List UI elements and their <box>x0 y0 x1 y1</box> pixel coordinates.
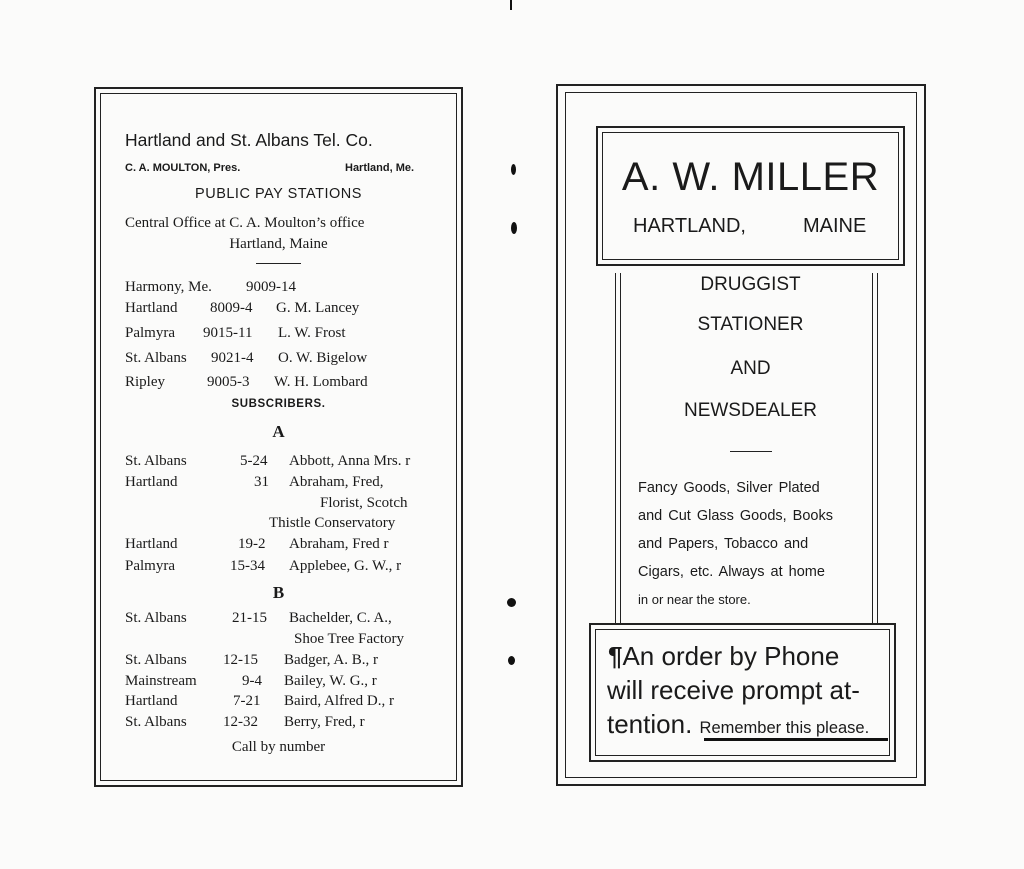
station-number: 9015-11 <box>203 325 253 341</box>
description-line: in or near the store. <box>638 592 751 607</box>
station-place: Ripley <box>125 374 165 390</box>
subscriber-number: 5-24 <box>240 453 268 469</box>
subscriber-name: Badger, A. B., r <box>284 652 378 668</box>
station-place: Palmyra <box>125 325 175 341</box>
subscriber-number: 9-4 <box>242 673 262 689</box>
subscriber-town: Mainstream <box>125 673 197 689</box>
name-box-inner <box>602 132 899 260</box>
phone-notice-text1: An order by Phone <box>622 641 840 671</box>
name-box <box>596 126 905 266</box>
station-agent: L. W. Frost <box>278 325 346 341</box>
subscriber-number: 15-34 <box>230 558 265 574</box>
station-number: 8009-4 <box>210 300 253 316</box>
binding-mark <box>511 222 517 234</box>
station-place: Hartland <box>125 300 178 316</box>
subscriber-name: Abbott, Anna Mrs. r <box>289 453 411 469</box>
occupation-stationer: STATIONER <box>697 314 804 335</box>
section-letter-b: B <box>272 583 285 602</box>
central-office-line2: Hartland, Maine <box>229 236 328 252</box>
subscriber-name: Applebee, G. W., r <box>289 558 402 574</box>
pilcrow-icon: ¶ <box>608 641 623 671</box>
state-name: MAINE <box>803 215 867 237</box>
subscriber-number: 12-32 <box>223 714 258 730</box>
company-title: Hartland and St. Albans Tel. Co. <box>125 130 373 150</box>
phone-notice-line1 <box>608 641 839 672</box>
station-number: 9009-14 <box>246 279 296 295</box>
subscriber-town: St. Albans <box>125 714 187 730</box>
subscriber-name: Abraham, Fred, <box>289 474 384 490</box>
proprietor-name: A. W. MILLER <box>621 155 880 199</box>
subscriber-town: St. Albans <box>125 453 187 469</box>
central-office-line1: Central Office at C. A. Moulton’s office <box>125 215 365 231</box>
call-by-number: Call by number <box>231 739 326 755</box>
subscriber-name: Bailey, W. G., r <box>284 673 377 689</box>
station-number: 9005-3 <box>207 374 250 390</box>
subscriber-number: 19-2 <box>238 536 266 552</box>
phone-notice-line3 <box>607 709 869 740</box>
binding-mark <box>507 598 516 607</box>
description-line: Cigars, etc. Always at home <box>638 564 825 580</box>
subscriber-name-cont: Shoe Tree Factory <box>294 631 404 647</box>
subscriber-town: St. Albans <box>125 652 187 668</box>
subscriber-name-cont: Thistle Conservatory <box>269 515 396 531</box>
station-place: Harmony, Me. <box>125 279 212 295</box>
left-page-inner-border <box>100 93 457 781</box>
divider-rule <box>256 263 301 264</box>
subscriber-town: Hartland <box>125 693 178 709</box>
subscriber-town: Palmyra <box>125 558 175 574</box>
station-agent: O. W. Bigelow <box>278 350 368 366</box>
subscriber-name: Abraham, Fred r <box>289 536 389 552</box>
subscriber-number: 12-15 <box>223 652 258 668</box>
divider-rule <box>730 451 772 452</box>
binding-mark <box>511 164 516 175</box>
subscribers-heading: SUBSCRIBERS. <box>231 398 326 410</box>
subscriber-name: Bachelder, C. A., <box>289 610 392 626</box>
station-agent: G. M. Lancey <box>276 300 360 316</box>
company-president: C. A. MOULTON, Pres. <box>125 162 241 174</box>
subscriber-name: Berry, Fred, r <box>284 714 365 730</box>
subscriber-number: 7-21 <box>233 693 261 709</box>
description-line: and Papers, Tobacco and <box>638 536 809 552</box>
town-name: HARTLAND, <box>633 215 746 237</box>
binding-mark <box>508 656 515 665</box>
description-line: Fancy Goods, Silver Plated <box>638 480 820 496</box>
occupation-and: AND <box>730 358 771 379</box>
section-letter-a: A <box>272 422 285 441</box>
subscriber-town: Hartland <box>125 474 178 490</box>
station-place: St. Albans <box>125 350 187 366</box>
station-number: 9021-4 <box>211 350 254 366</box>
binding-mark <box>510 0 512 10</box>
public-pay-heading: PUBLIC PAY STATIONS <box>195 186 362 202</box>
subscriber-number: 21-15 <box>232 610 267 626</box>
remember-text: Remember this please. <box>699 719 870 737</box>
phone-notice-line2: will receive prompt at- <box>607 675 860 705</box>
station-agent: W. H. Lombard <box>274 374 368 390</box>
remember-underline <box>704 738 888 741</box>
occupation-newsdealer: NEWSDEALER <box>683 400 818 421</box>
subscriber-town: St. Albans <box>125 610 187 626</box>
description-line: and Cut Glass Goods, Books <box>638 508 833 524</box>
subscriber-town: Hartland <box>125 536 178 552</box>
subscriber-name: Baird, Alfred D., r <box>284 693 394 709</box>
subscriber-number: 31 <box>254 474 269 490</box>
company-location: Hartland, Me. <box>345 162 415 174</box>
phone-notice-text3: tention. <box>607 709 693 739</box>
occupation-druggist: DRUGGIST <box>700 274 801 295</box>
left-page-border <box>94 87 463 787</box>
subscriber-name-cont: Florist, Scotch <box>320 495 408 511</box>
